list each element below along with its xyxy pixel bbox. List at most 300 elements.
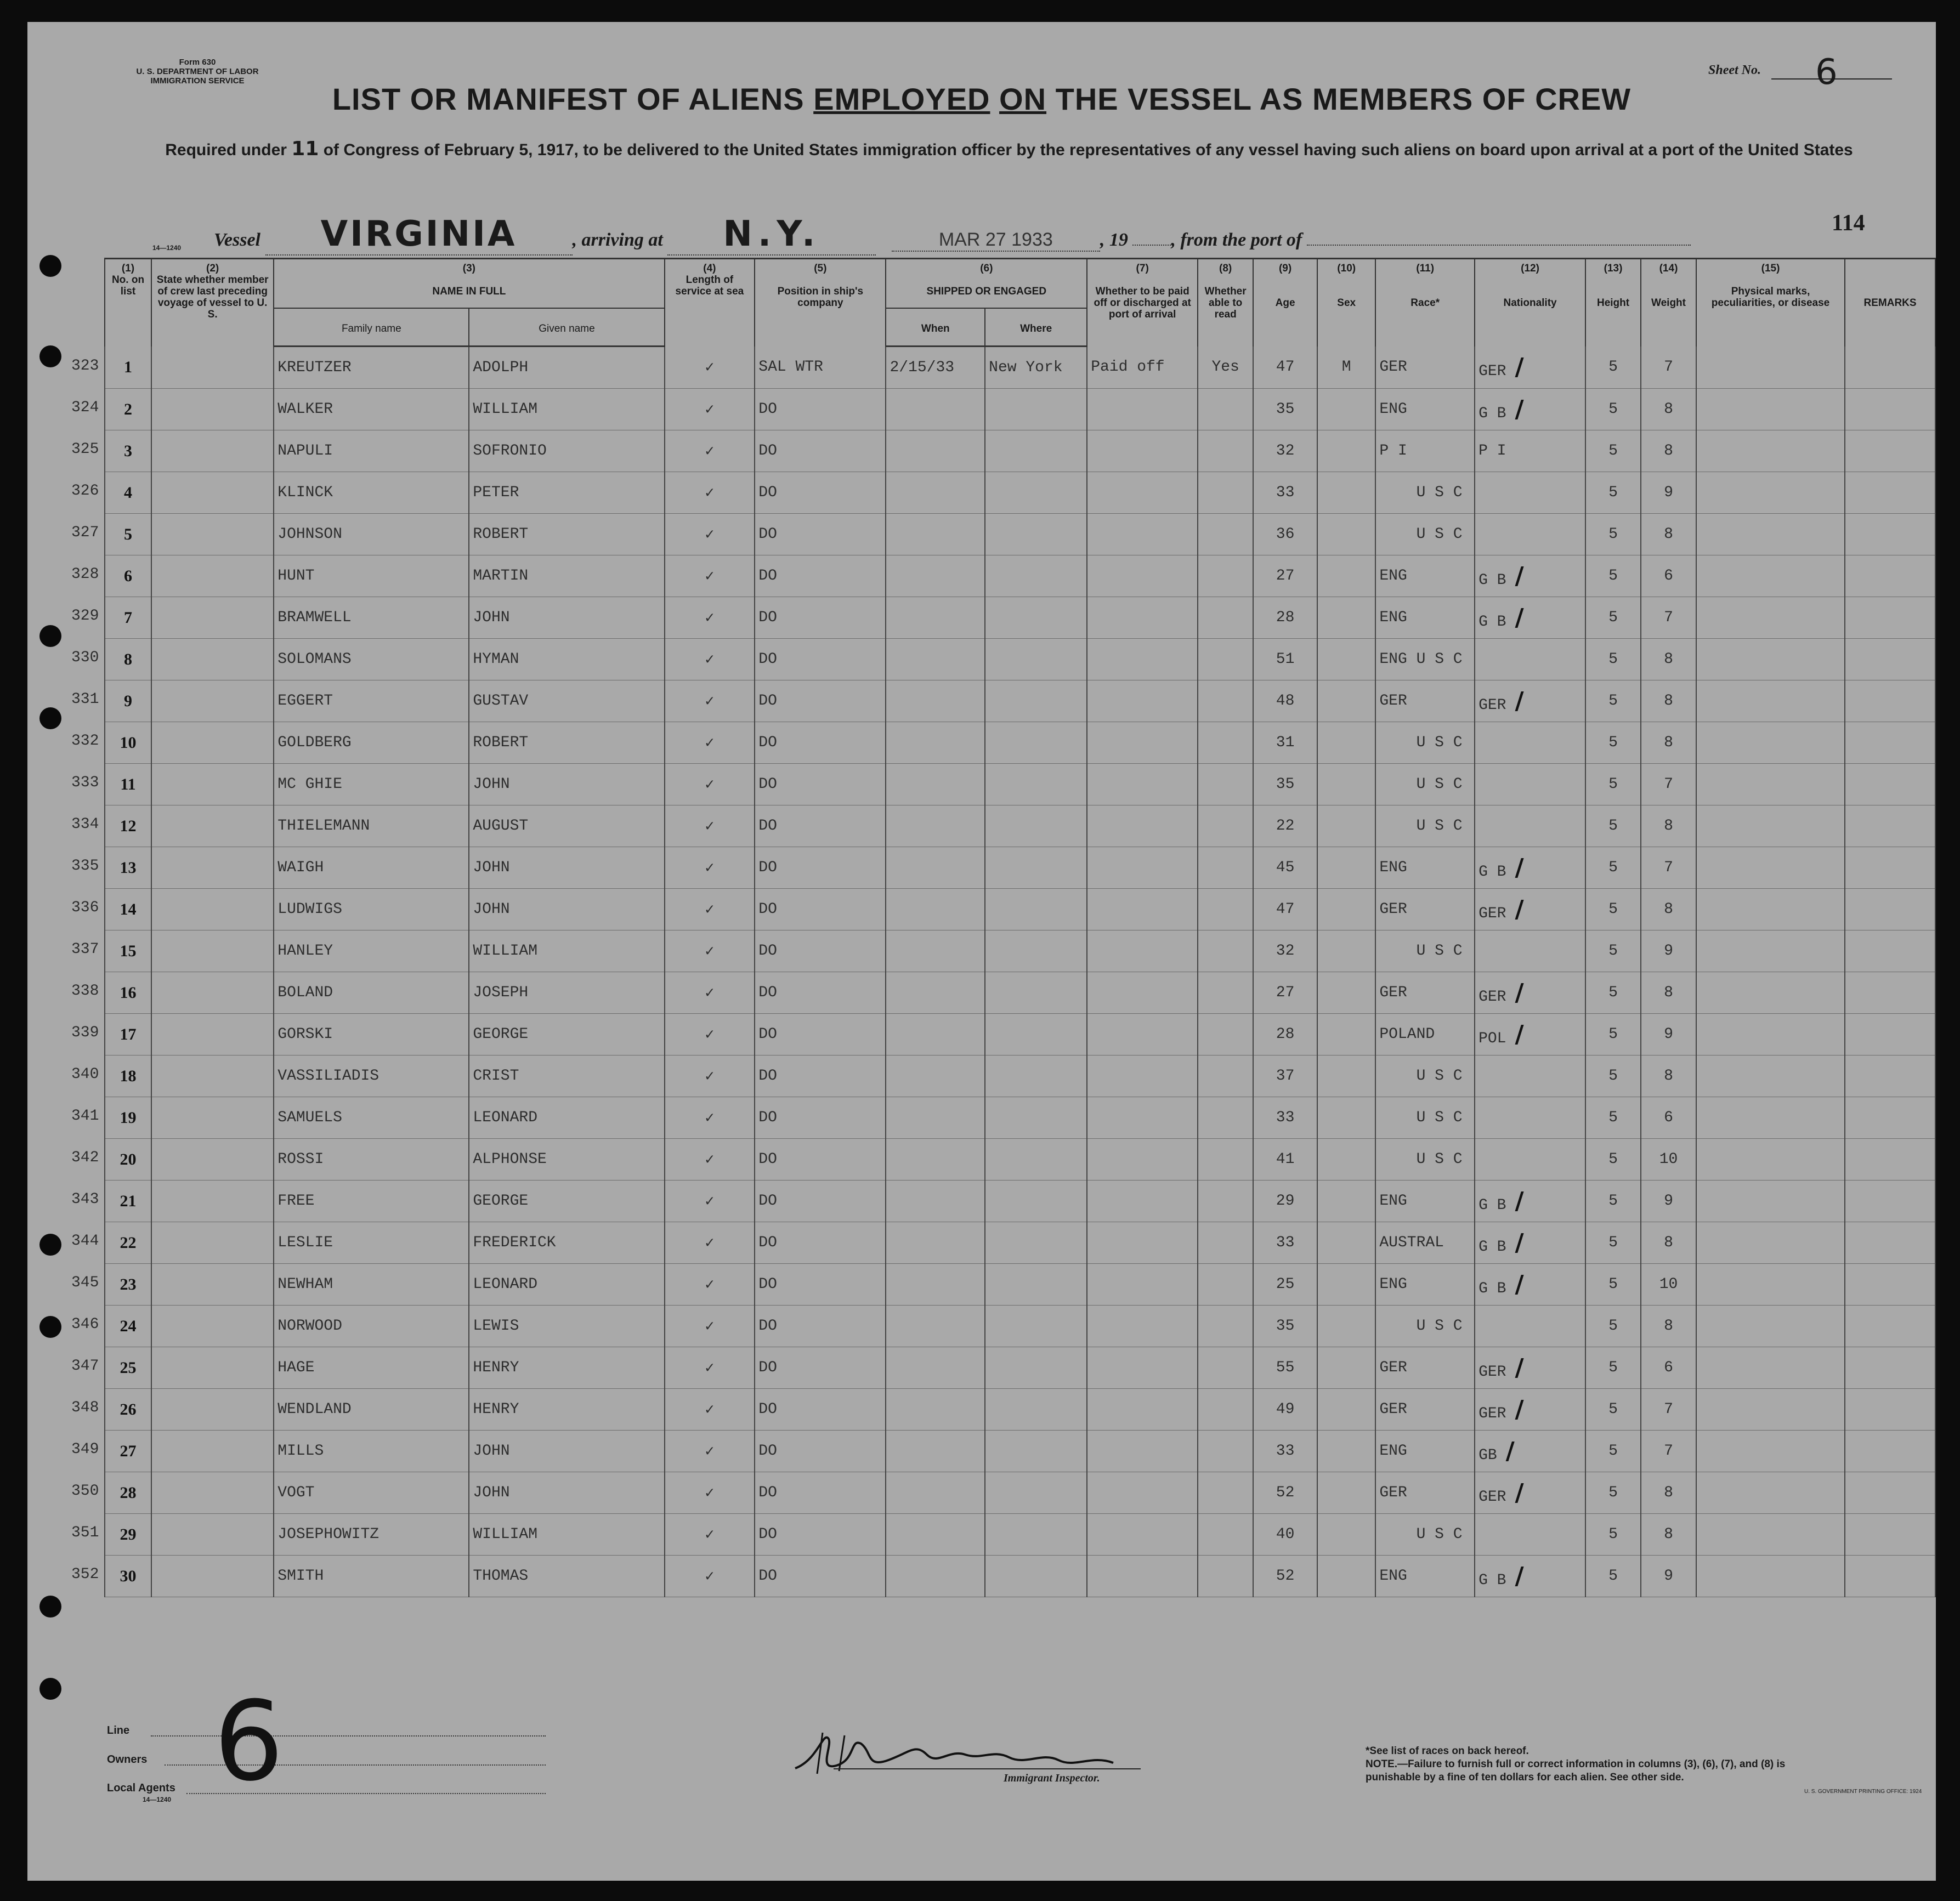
row-number: 21 xyxy=(105,1181,151,1222)
punch-hole xyxy=(39,1316,61,1338)
paid-off xyxy=(1087,1264,1198,1306)
age: 33 xyxy=(1253,1431,1317,1472)
nationality xyxy=(1475,930,1585,972)
nationality: GER / xyxy=(1475,1472,1585,1514)
race xyxy=(1375,639,1475,680)
sex xyxy=(1317,1556,1375,1597)
physical-marks xyxy=(1696,847,1845,889)
row-number: 20 xyxy=(105,1139,151,1181)
sex xyxy=(1317,764,1375,805)
remarks xyxy=(1845,639,1935,680)
age: 28 xyxy=(1253,597,1317,639)
table-row xyxy=(105,847,1935,889)
shipped-when xyxy=(886,1139,985,1181)
paid-off xyxy=(1087,1389,1198,1431)
vessel-name: VIRGINIA xyxy=(320,214,517,254)
physical-marks xyxy=(1696,972,1845,1014)
sequence-number: 337 xyxy=(71,941,99,958)
given-name: WILLIAM xyxy=(469,1514,664,1556)
able-to-read xyxy=(1198,1139,1253,1181)
shipped-when xyxy=(886,1431,985,1472)
paid-off xyxy=(1087,555,1198,597)
sequence-number: 338 xyxy=(71,983,99,1000)
paid-off xyxy=(1087,722,1198,764)
race: ENG xyxy=(1375,555,1475,597)
remarks xyxy=(1845,555,1935,597)
age: 29 xyxy=(1253,1181,1317,1222)
shipped-where xyxy=(985,1556,1087,1597)
able-to-read xyxy=(1198,889,1253,930)
citizenship-usc: U S C xyxy=(1416,484,1463,501)
physical-marks xyxy=(1696,1514,1845,1556)
shipped-when xyxy=(886,1472,985,1514)
race: ENG xyxy=(1375,1264,1475,1306)
weight: 10 xyxy=(1641,1264,1696,1306)
nationality-check-mark: / xyxy=(1515,1395,1524,1423)
family-name: HAGE xyxy=(274,1347,469,1389)
table-row xyxy=(105,1139,1935,1181)
height: 5 xyxy=(1585,805,1641,847)
family-name: NORWOOD xyxy=(274,1306,469,1347)
age: 35 xyxy=(1253,389,1317,430)
able-to-read xyxy=(1198,972,1253,1014)
sequence-number: 324 xyxy=(71,399,99,416)
sex xyxy=(1317,1347,1375,1389)
paid-off xyxy=(1087,514,1198,555)
last-voyage-cell xyxy=(151,889,274,930)
age: 51 xyxy=(1253,639,1317,680)
shipped-when xyxy=(886,639,985,680)
race xyxy=(1375,722,1475,764)
family-name: JOSEPHOWITZ xyxy=(274,1514,469,1556)
family-name: SMITH xyxy=(274,1556,469,1597)
physical-marks xyxy=(1696,1264,1845,1306)
physical-marks xyxy=(1696,1014,1845,1056)
physical-marks xyxy=(1696,930,1845,972)
sequence-number: 346 xyxy=(71,1316,99,1333)
race: AUSTRAL xyxy=(1375,1222,1475,1264)
given-name: CRIST xyxy=(469,1056,664,1097)
shipped-where xyxy=(985,930,1087,972)
nationality-check-mark: / xyxy=(1515,895,1524,923)
table-row xyxy=(105,1306,1935,1347)
weight: 8 xyxy=(1641,1222,1696,1264)
last-voyage-cell xyxy=(151,972,274,1014)
weight: 9 xyxy=(1641,1014,1696,1056)
shipped-when xyxy=(886,1014,985,1056)
line-label: Line xyxy=(107,1724,130,1737)
physical-marks xyxy=(1696,1347,1845,1389)
handwritten-count: 6 xyxy=(214,1678,284,1806)
nationality-check-mark: / xyxy=(1515,979,1524,1007)
sex xyxy=(1317,597,1375,639)
given-name: JOSEPH xyxy=(469,972,664,1014)
able-to-read xyxy=(1198,930,1253,972)
paid-off xyxy=(1087,1431,1198,1472)
citizenship-usc: U S C xyxy=(1416,818,1463,835)
paid-off xyxy=(1087,1347,1198,1389)
paid-off xyxy=(1087,1306,1198,1347)
physical-marks xyxy=(1696,805,1845,847)
shipped-where xyxy=(985,1306,1087,1347)
given-name: JOHN xyxy=(469,597,664,639)
sex xyxy=(1317,514,1375,555)
citizenship-usc: U S C xyxy=(1416,1068,1463,1085)
physical-marks xyxy=(1696,639,1845,680)
weight: 8 xyxy=(1641,1514,1696,1556)
physical-marks xyxy=(1696,555,1845,597)
weight: 9 xyxy=(1641,1181,1696,1222)
height: 5 xyxy=(1585,1181,1641,1222)
able-to-read xyxy=(1198,1014,1253,1056)
punch-hole xyxy=(39,1678,61,1700)
age: 41 xyxy=(1253,1139,1317,1181)
service-check: ✓ xyxy=(665,805,755,847)
race: ENG xyxy=(1375,597,1475,639)
last-voyage-cell xyxy=(151,389,274,430)
col-header-family-name: Family name xyxy=(274,308,469,347)
weight: 8 xyxy=(1641,514,1696,555)
row-number: 1 xyxy=(105,347,151,389)
service-check: ✓ xyxy=(665,972,755,1014)
family-name: HANLEY xyxy=(274,930,469,972)
shipped-where xyxy=(985,1347,1087,1389)
sequence-number: 345 xyxy=(71,1274,99,1291)
last-voyage-cell xyxy=(151,555,274,597)
weight: 8 xyxy=(1641,430,1696,472)
nationality-check-mark: / xyxy=(1515,1479,1524,1507)
given-name: WILLIAM xyxy=(469,389,664,430)
weight: 9 xyxy=(1641,472,1696,514)
table-row xyxy=(105,1056,1935,1097)
nationality xyxy=(1475,472,1585,514)
given-name: JOHN xyxy=(469,764,664,805)
table-row xyxy=(105,805,1935,847)
nationality xyxy=(1475,1056,1585,1097)
service-check: ✓ xyxy=(665,1472,755,1514)
last-voyage-cell xyxy=(151,1181,274,1222)
service-check: ✓ xyxy=(665,1097,755,1139)
race: P I xyxy=(1375,430,1475,472)
last-voyage-cell xyxy=(151,1264,274,1306)
service-check: ✓ xyxy=(665,1222,755,1264)
legal-requirement-text: Required under 11 of Congress of February 5, 1917, to be delivered to the United States immigration officer by the representatives of any vessel having such aliens on board upon arrival at a port of the United States xyxy=(165,138,1853,160)
remarks xyxy=(1845,597,1935,639)
last-voyage-cell xyxy=(151,1472,274,1514)
given-name: GEORGE xyxy=(469,1014,664,1056)
row-number: 17 xyxy=(105,1014,151,1056)
row-number: 27 xyxy=(105,1431,151,1472)
col-header-height: (13) Height xyxy=(1585,259,1641,347)
nationality-check-mark: / xyxy=(1515,395,1524,423)
physical-marks xyxy=(1696,1431,1845,1472)
shipped-where xyxy=(985,1181,1087,1222)
paid-off xyxy=(1087,930,1198,972)
col-header-able-read: (8) Whether able to read xyxy=(1198,259,1253,347)
row-number: 15 xyxy=(105,930,151,972)
from-port-label: , from the port of xyxy=(1171,230,1302,250)
age: 31 xyxy=(1253,722,1317,764)
given-name: FREDERICK xyxy=(469,1222,664,1264)
family-name: ROSSI xyxy=(274,1139,469,1181)
family-name: WENDLAND xyxy=(274,1389,469,1431)
paid-off xyxy=(1087,805,1198,847)
age: 37 xyxy=(1253,1056,1317,1097)
table-row xyxy=(105,680,1935,722)
service-check: ✓ xyxy=(665,389,755,430)
height: 5 xyxy=(1585,1097,1641,1139)
sequence-number: 343 xyxy=(71,1191,99,1208)
height: 5 xyxy=(1585,1014,1641,1056)
line-field xyxy=(151,1735,546,1737)
given-name: THOMAS xyxy=(469,1556,664,1597)
nationality xyxy=(1475,722,1585,764)
height: 5 xyxy=(1585,597,1641,639)
shipped-when xyxy=(886,555,985,597)
row-number: 29 xyxy=(105,1514,151,1556)
family-name: GORSKI xyxy=(274,1014,469,1056)
shipped-when xyxy=(886,1389,985,1431)
page-number: 114 xyxy=(1832,211,1865,236)
weight: 6 xyxy=(1641,555,1696,597)
table-row xyxy=(105,1472,1935,1514)
age: 33 xyxy=(1253,472,1317,514)
table-row xyxy=(105,555,1935,597)
age: 33 xyxy=(1253,1222,1317,1264)
row-number: 25 xyxy=(105,1347,151,1389)
paid-off xyxy=(1087,597,1198,639)
remarks xyxy=(1845,1431,1935,1472)
shipped-where xyxy=(985,1514,1087,1556)
shipped-when xyxy=(886,514,985,555)
height: 5 xyxy=(1585,764,1641,805)
table-row xyxy=(105,930,1935,972)
sheet-number-label: Sheet No. xyxy=(1708,63,1761,77)
year-label: , 19 xyxy=(1100,230,1128,250)
row-number: 23 xyxy=(105,1264,151,1306)
shipped-when xyxy=(886,764,985,805)
given-name: PETER xyxy=(469,472,664,514)
remarks xyxy=(1845,889,1935,930)
citizenship-usc: U S C xyxy=(1416,776,1463,793)
table-row xyxy=(105,430,1935,472)
race: ENG xyxy=(1375,847,1475,889)
able-to-read xyxy=(1198,764,1253,805)
family-name: THIELEMANN xyxy=(274,805,469,847)
table-row xyxy=(105,972,1935,1014)
shipped-when xyxy=(886,597,985,639)
paid-off xyxy=(1087,1472,1198,1514)
race xyxy=(1375,1056,1475,1097)
race xyxy=(1375,805,1475,847)
sex xyxy=(1317,430,1375,472)
paid-off xyxy=(1087,889,1198,930)
weight: 8 xyxy=(1641,680,1696,722)
physical-marks xyxy=(1696,1139,1845,1181)
physical-marks xyxy=(1696,680,1845,722)
sex xyxy=(1317,1431,1375,1472)
sex: M xyxy=(1317,347,1375,389)
shipped-where xyxy=(985,430,1087,472)
height: 5 xyxy=(1585,1306,1641,1347)
race xyxy=(1375,472,1475,514)
race: ENG xyxy=(1375,389,1475,430)
shipped-where xyxy=(985,680,1087,722)
height: 5 xyxy=(1585,1139,1641,1181)
owners-label: Owners xyxy=(107,1754,148,1766)
remarks xyxy=(1845,389,1935,430)
row-number: 5 xyxy=(105,514,151,555)
penalty-note: NOTE.—Failure to furnish full or correct information in columns (3), (6), (7), and (8) is punishable by a fine of ten dollars for each alien. See other side. xyxy=(1366,1758,1786,1783)
inspector-label: Immigrant Inspector. xyxy=(1004,1772,1100,1784)
row-number: 26 xyxy=(105,1389,151,1431)
given-name: HENRY xyxy=(469,1347,664,1389)
shipped-when xyxy=(886,847,985,889)
family-name: MC GHIE xyxy=(274,764,469,805)
nationality: GER / xyxy=(1475,1347,1585,1389)
sequence-number: 334 xyxy=(71,816,99,833)
nationality xyxy=(1475,764,1585,805)
able-to-read xyxy=(1198,389,1253,430)
paid-off: Paid off xyxy=(1087,347,1198,389)
given-name: HENRY xyxy=(469,1389,664,1431)
family-name: HUNT xyxy=(274,555,469,597)
sex xyxy=(1317,1097,1375,1139)
weight: 7 xyxy=(1641,1431,1696,1472)
remarks xyxy=(1845,1056,1935,1097)
shipped-where xyxy=(985,1139,1087,1181)
service-check: ✓ xyxy=(665,1181,755,1222)
sequence-number: 348 xyxy=(71,1399,99,1416)
shipped-when xyxy=(886,472,985,514)
table-row xyxy=(105,1431,1935,1472)
table-row xyxy=(105,639,1935,680)
department-name: U. S. DEPARTMENT OF LABOR xyxy=(136,67,259,76)
service-check: ✓ xyxy=(665,1139,755,1181)
footnote xyxy=(1366,1745,1837,1784)
shipped-when xyxy=(886,972,985,1014)
vessel-label: Vessel xyxy=(214,230,260,250)
physical-marks xyxy=(1696,1056,1845,1097)
race xyxy=(1375,1514,1475,1556)
paid-off xyxy=(1087,680,1198,722)
family-name: KREUTZER xyxy=(274,347,469,389)
service-check: ✓ xyxy=(665,889,755,930)
physical-marks xyxy=(1696,1556,1845,1597)
age: 47 xyxy=(1253,347,1317,389)
punch-hole xyxy=(39,345,61,367)
table-row xyxy=(105,889,1935,930)
service-check: ✓ xyxy=(665,1056,755,1097)
sex xyxy=(1317,1306,1375,1347)
height: 5 xyxy=(1585,472,1641,514)
position: DO xyxy=(755,1181,886,1222)
row-number: 6 xyxy=(105,555,151,597)
family-name: KLINCK xyxy=(274,472,469,514)
family-name: GOLDBERG xyxy=(274,722,469,764)
remarks xyxy=(1845,1222,1935,1264)
height: 5 xyxy=(1585,430,1641,472)
col-header-physical-marks: (15) Physical marks, peculiarities, or disease xyxy=(1696,259,1845,347)
given-name: MARTIN xyxy=(469,555,664,597)
shipped-when xyxy=(886,430,985,472)
last-voyage-cell xyxy=(151,1556,274,1597)
nationality: G B / xyxy=(1475,1181,1585,1222)
position: DO xyxy=(755,1139,886,1181)
sheet-number-value: 6 xyxy=(1815,52,1838,93)
given-name: ALPHONSE xyxy=(469,1139,664,1181)
paid-off xyxy=(1087,1014,1198,1056)
service-check: ✓ xyxy=(665,347,755,389)
position: DO xyxy=(755,555,886,597)
service-check: ✓ xyxy=(665,1556,755,1597)
printer-imprint: U. S. GOVERNMENT PRINTING OFFICE: 1924 xyxy=(1804,1789,1922,1795)
punch-hole xyxy=(39,1234,61,1256)
col-header-last-voyage: (2) State whether member of crew last preceding voyage of vessel to U. S. xyxy=(151,259,274,347)
given-name: HYMAN xyxy=(469,639,664,680)
height: 5 xyxy=(1585,889,1641,930)
physical-marks xyxy=(1696,389,1845,430)
citizenship-usc: U S C xyxy=(1416,1318,1463,1335)
last-voyage-cell xyxy=(151,1514,274,1556)
paid-off xyxy=(1087,847,1198,889)
paid-off xyxy=(1087,1514,1198,1556)
able-to-read xyxy=(1198,1514,1253,1556)
nationality xyxy=(1475,1306,1585,1347)
position: DO xyxy=(755,1222,886,1264)
remarks xyxy=(1845,930,1935,972)
paid-off xyxy=(1087,1097,1198,1139)
sex xyxy=(1317,389,1375,430)
position: DO xyxy=(755,1389,886,1431)
weight: 6 xyxy=(1641,1347,1696,1389)
weight: 8 xyxy=(1641,1472,1696,1514)
last-voyage-cell xyxy=(151,805,274,847)
row-number: 2 xyxy=(105,389,151,430)
vessel-line xyxy=(214,214,1804,256)
shipped-where xyxy=(985,472,1087,514)
sequence-number: 330 xyxy=(71,649,99,666)
table-row xyxy=(105,1514,1935,1556)
family-name: BOLAND xyxy=(274,972,469,1014)
height: 5 xyxy=(1585,930,1641,972)
nationality: GER / xyxy=(1475,889,1585,930)
punch-hole xyxy=(39,707,61,729)
age: 32 xyxy=(1253,430,1317,472)
nationality-check-mark: / xyxy=(1515,1270,1524,1298)
height: 5 xyxy=(1585,972,1641,1014)
able-to-read: Yes xyxy=(1198,347,1253,389)
inspector-line xyxy=(834,1768,1141,1769)
shipped-where: New York xyxy=(985,347,1087,389)
row-number: 7 xyxy=(105,597,151,639)
physical-marks xyxy=(1696,472,1845,514)
family-name: NEWHAM xyxy=(274,1264,469,1306)
service-check: ✓ xyxy=(665,430,755,472)
col-header-given-name: Given name xyxy=(469,308,664,347)
age: 33 xyxy=(1253,1097,1317,1139)
family-name: JOHNSON xyxy=(274,514,469,555)
col-header-name: (3) NAME IN FULL xyxy=(274,259,664,308)
service-check: ✓ xyxy=(665,472,755,514)
weight: 8 xyxy=(1641,639,1696,680)
physical-marks xyxy=(1696,1306,1845,1347)
shipped-when xyxy=(886,805,985,847)
nationality xyxy=(1475,1097,1585,1139)
nationality-check-mark: / xyxy=(1515,562,1524,590)
age: 45 xyxy=(1253,847,1317,889)
remarks xyxy=(1845,1472,1935,1514)
